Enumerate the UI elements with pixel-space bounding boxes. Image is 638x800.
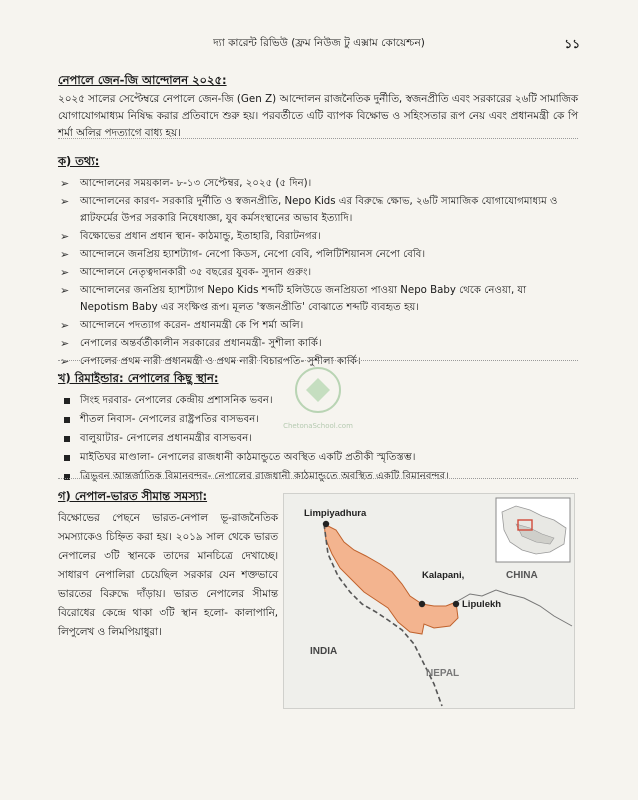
list-item: ➢ আন্দোলনে নেতৃত্বদানকারী ৩৫ বছরের যুবক- সুদান গুরুং। [58, 264, 578, 281]
list-item: সিংহ দরবার- নেপালের কেন্দ্রীয় প্রশাসনিক ভবন। [58, 392, 578, 410]
point-marker [419, 601, 425, 607]
point-marker [453, 601, 459, 607]
border-heading: গ) নেপাল-ভারত সীমান্ত সমস্যা: [58, 489, 208, 503]
running-header: দ্যা কারেন্ট রিভিউ (ফ্রম নিউজ টু এক্সাম কোয়েশ্চন) [213, 37, 425, 49]
divider [58, 138, 578, 139]
list-item: ➢ আন্দোলনে জনপ্রিয় হ্যাশট্যাগ- নেপো কিডস, নেপো বেবি, পলিটিশিয়ানস নেপো বেবি। [58, 246, 578, 263]
list-item: ➢ বিক্ষোভের প্রধান প্রধান স্থান- কাঠমান্ডু, ইতাহারি, বিরাটনগর। [58, 228, 578, 245]
map-label-kalapani: Kalapani, [422, 570, 465, 581]
map-label-limpiyadhura: Limpiyadhura [304, 508, 367, 519]
intro-paragraph: ২০২৫ সালের সেপ্টেম্বরে নেপালে জেন-জি (Gen Z) আন্দোলন রাজনৈতিক দুর্নীতি, স্বজনপ্রীতি এবং সরকারের ২৬টি সামাজিক যোগাযোগমাধ্যম নিষিদ্ধ করার প্রতিবাদে শুরু হয়। পরবর্তীতে এটি ব্যাপক বিক্ষোভ ও সহিংসতার রূপ নেয় এবং প্রধানমন্ত্রী কে পি শর্মা অলির পদত্যাগে বাধ্য হয়। [58, 93, 578, 139]
list-item: ➢ আন্দোলনে পদত্যাগ করেন- প্রধানমন্ত্রী কে পি শর্মা অলি। [58, 317, 578, 334]
map-label-china: CHINA [506, 570, 538, 581]
watermark-text: ChetonaSchool.com [283, 422, 353, 430]
list-item: ➢ আন্দোলনের সময়কাল- ৮-১৩ সেপ্টেম্বর, ২০২৫ (৫ দিন)। [58, 175, 578, 192]
list-item: ➢ নেপালের প্রথম নারী প্রধানমন্ত্রী ও প্রথম নারী বিচারপতি- সুশীলা কার্কি। [58, 353, 578, 370]
list-item: মাইতিঘর মাণ্ডালা- নেপালের রাজধানী কাঠমান্ডুতে অবস্থিত একটি প্রতীকী স্মৃতিস্তম্ভ। [58, 449, 578, 467]
map-label-lipulekh: Lipulekh [462, 599, 502, 610]
point-marker [323, 521, 329, 527]
map-label-nepal: NEPAL [426, 668, 460, 679]
intro-heading: নেপালে জেন-জি আন্দোলন ২০২৫: [58, 73, 227, 87]
intro-section [58, 72, 578, 142]
border-section [58, 488, 278, 642]
watermark-logo [268, 360, 368, 440]
list-item: বালুয়াটার- নেপালের প্রধানমন্ত্রীর বাসভবন। [58, 430, 578, 448]
facts-section [58, 153, 578, 370]
list-item: শীতল নিবাস- নেপালের রাষ্ট্রপতির বাসভবন। [58, 411, 578, 429]
list-item: ➢ নেপালের অন্তর্বর্তীকালীন সরকারের প্রধানমন্ত্রী- সুশীলা কার্কি। [58, 335, 578, 352]
list-item: ➢ আন্দোলনের জনপ্রিয় হ্যাশট্যাগ Nepo Kids শব্দটি হলিউডে জনপ্রিয়তা পাওয়া Nepo Baby থেকে নেওয়া, যা Nepotism Baby এর সংক্ষিপ্ত রূপ। মূলত 'স্বজনপ্রীতি' বোঝাতে শব্দটি ব্যবহৃত হয়। [58, 282, 578, 316]
map-label-india: INDIA [310, 646, 338, 657]
reminder-heading: খ) রিমাইন্ডার: নেপালের কিছু স্থান: [58, 371, 219, 385]
border-map [283, 493, 575, 709]
facts-heading: ক) তথ্য: [58, 154, 100, 168]
border-paragraph: বিক্ষোভের পেছনে ভারত-নেপাল ভূ-রাজনৈতিক সমস্যাকেও চিহ্নিত করা হয়। ২০১৯ সাল থেকে ভারত নেপালের ৩টি স্থানকে তাদের মানচিত্রে দেখাচ্ছে। সাধারণ নেপালিরা চেয়েছিল সরকার যেন শক্তভাবে ভারতের বিরুদ্ধে দাঁড়ায়। ভারত নেপালের সীমান্ত বিরোধের কেন্দ্রে থাকা ৩টি স্থান হলো- কালাপানি, লিপুলেখ ও লিমপিয়াধুরা। [58, 512, 278, 638]
page-number: ১১ [564, 37, 580, 51]
facts-list [58, 175, 578, 370]
divider [58, 478, 578, 479]
list-item: ত্রিভুবন আন্তর্জাতিক বিমানবন্দর- নেপালের রাজধানী কাঠমান্ডুতে অবস্থিত একটি বিমানবন্দর। [58, 468, 578, 486]
inset-map [496, 498, 570, 562]
list-item: ➢ আন্দোলনের কারণ- সরকারি দুর্নীতি ও স্বজনপ্রীতি, Nepo Kids এর বিরুদ্ধে ক্ষোভ, ২৬টি সামাজিক যোগাযোগমাধ্যম ও প্লাটফর্মের উপর সরকারি নিষেধাজ্ঞা, যুব কর্মসংস্থানের অভাব ইত্যাদি। [58, 193, 578, 227]
